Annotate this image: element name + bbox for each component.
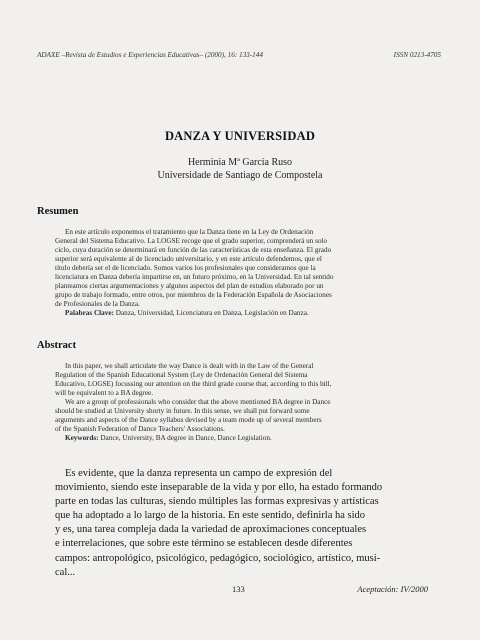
abstract-text bbox=[55, 362, 427, 443]
author-name: Herminia Mª García Ruso bbox=[187, 157, 293, 168]
resumen-line: de Profesionales de la Danza. bbox=[55, 300, 140, 309]
resumen-line: ciclo, cuya duración se determinará en función de las características de esta enseñanza. El grado bbox=[55, 246, 332, 255]
abstract-line: should be studied at University shorty in future. In this sense, we shall put forward some bbox=[55, 407, 310, 416]
body-line: y es, una tarea compleja dada la variedad de aproximaciones conceptuales bbox=[55, 524, 367, 536]
abstract-line: of the Spanish Federation of Dance Teachers' Associations. bbox=[55, 425, 225, 434]
page-number: 133 bbox=[232, 584, 245, 594]
abstract-line: Educativo, LOGSE) focussing our attention on the third grade course that, according to this bill, bbox=[55, 380, 332, 389]
resumen-line: superior será equivalente al de licenciado universitario, y en este artículo defendemos, que el bbox=[55, 255, 322, 264]
keywords-label: Keywords: bbox=[65, 434, 99, 443]
resumen-line: licenciatura en Danza debería impartirse en, un futuro próximo, en la Universidad. En tal sentido bbox=[55, 273, 334, 282]
journal-citation: ADAXE –Revista de Estudios e Experiencias Educativas– (2000), 16: 133-144 bbox=[37, 51, 263, 59]
body-line: que ha adoptado a lo largo de la historia. En este sentido, definirla ha sido bbox=[55, 510, 366, 522]
body-line: movimiento, siendo este inseparable de la vida y por ello, ha estado formando bbox=[55, 482, 383, 494]
resumen-line: planteamos ciertas argumentaciones y algunos aspectos del plan de estudios elaborado por un bbox=[55, 282, 324, 291]
article-title: DANZA Y UNIVERSIDAD bbox=[164, 129, 316, 143]
body-line: e interrelaciones, que sobre este término se establecen desde diferentes bbox=[55, 538, 353, 550]
abstract-line: will be equivalent to a BA degree. bbox=[55, 389, 153, 398]
keywords-label: Palabras Clave: bbox=[65, 309, 114, 318]
resumen-text bbox=[55, 228, 427, 318]
acceptance-date: Aceptación: IV/2000 bbox=[357, 584, 428, 594]
abstract-keywords bbox=[55, 434, 427, 443]
issn: ISSN 0213-4705 bbox=[393, 51, 441, 59]
resumen-line: General del Sistema Educativo. La LOGSE recoge que el grado superior, comprenderá un solo bbox=[55, 237, 328, 246]
body-line: Es evidente, que la danza representa un campo de expresión del bbox=[65, 468, 333, 479]
resumen-line: En este artículo exponemos el tratamiento que la Danza tiene en la Ley de Ordenación bbox=[65, 228, 314, 236]
body-line: cal... bbox=[55, 566, 76, 578]
resumen-line: grupo de trabajo formado, entre otros, por miembros de la Federación Española de Asociaciones bbox=[55, 291, 332, 300]
resumen-line: título debería ser el de licenciado. Somos varios los profesionales que consideramos que la bbox=[55, 264, 316, 273]
abstract-line: In this paper, we shall articulate the way Dance is dealt with in the Law of the General bbox=[65, 362, 314, 370]
body-line: parte en todas las culturas, siendo múltiples las formas expresivas y artísticas bbox=[55, 496, 379, 508]
keywords-list: Dance, University, BA degree in Dance, Dance Legislation. bbox=[100, 434, 272, 443]
resumen-keywords bbox=[55, 309, 427, 318]
resumen-heading: Resumen bbox=[37, 206, 79, 217]
abstract-line: Regulation of the Spanish Educational System (Ley de Ordenación General del Sistema bbox=[55, 371, 308, 380]
body-paragraph bbox=[55, 467, 425, 580]
author-affiliation: Universidade de Santiago de Compostela bbox=[157, 170, 323, 181]
keywords-list: Danza, Universidad, Licenciatura en Danza, Legislación en Danza. bbox=[115, 309, 309, 318]
abstract-heading: Abstract bbox=[37, 340, 77, 351]
abstract-line: We are a group of professionals who consider that the above mentioned BA degree in Dance bbox=[65, 398, 331, 407]
running-header bbox=[37, 51, 441, 59]
abstract-line: arguments and aspects of the Dance syllabus devised by a team mode up of several members bbox=[55, 416, 322, 425]
author-block bbox=[0, 156, 480, 182]
body-line: campos: antropológico, psicológico, pedagógico, sociológico, artístico, musi- bbox=[55, 552, 381, 564]
